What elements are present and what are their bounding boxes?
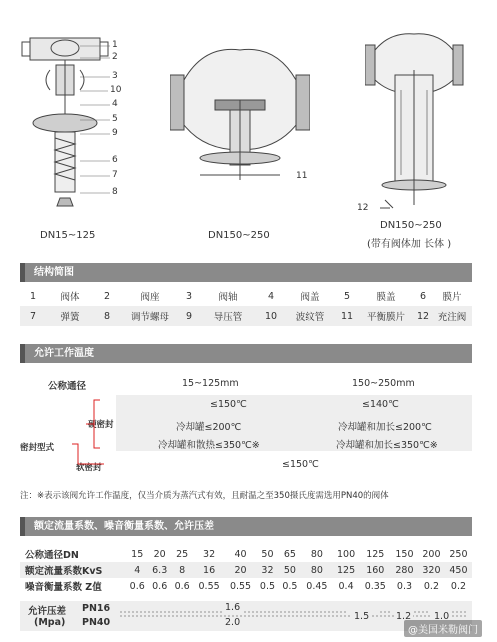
z-value: 0.55	[229, 580, 252, 592]
callout-leaders	[80, 44, 112, 194]
valve-drawing-dn150-250-extended	[365, 30, 465, 220]
section-title: 允许工作温度	[34, 348, 94, 359]
callout-8: 8	[112, 187, 118, 197]
z-value: 0.45	[306, 580, 328, 592]
section-marker	[20, 517, 25, 536]
z-value: 0.5	[259, 580, 276, 592]
part-number: 7	[20, 306, 46, 326]
part-name: 波纹管	[284, 306, 336, 326]
z-value: 0.4	[338, 580, 354, 592]
kvs-value: 160	[360, 562, 391, 578]
callout-2: 2	[112, 52, 118, 62]
dn-value: 25	[176, 548, 189, 560]
callout-3: 3	[112, 71, 118, 81]
dn-value: 40	[234, 548, 247, 560]
callout-10: 10	[110, 85, 122, 95]
dn-value: 125	[366, 548, 385, 560]
temp-hard-b-2: 冷却罐和加长≤200℃	[338, 422, 432, 433]
part-name: 导压管	[198, 306, 258, 326]
kvs-value: 320	[418, 562, 445, 578]
soft-seal-label: 软密封	[76, 463, 102, 473]
kvs-value: 450	[445, 562, 472, 578]
section-header-temperature	[20, 344, 472, 363]
kvs-value: 125	[333, 562, 360, 578]
part-number: 11	[336, 306, 358, 326]
pressure-label: 允许压差	[28, 606, 67, 617]
part-name: 阀轴	[218, 292, 238, 303]
part-number: 6	[419, 290, 427, 302]
figure-caption-3: DN150~250	[380, 220, 442, 231]
dn-value: 32	[203, 548, 216, 560]
temp-soft: ≤150℃	[282, 459, 319, 470]
callout-6: 6	[112, 155, 118, 165]
pn40-value-1: 2.0	[225, 617, 241, 628]
part-name: 调节螺母	[120, 306, 180, 326]
temp-hard-a-3: 冷却罐和散热≤350℃※	[158, 440, 260, 451]
dn-value: 250	[449, 548, 468, 560]
kvs-value: 6.3	[148, 562, 170, 578]
kvs-value: 4	[126, 562, 148, 578]
dn-label: 公称通径DN	[25, 550, 79, 561]
figure-subcaption-3: (带有阀体加 长体 )	[367, 239, 452, 250]
kvs-value: 80	[301, 562, 332, 578]
callout-4: 4	[112, 99, 118, 109]
kvs-value: 16	[193, 562, 224, 578]
dn-value: 15	[131, 548, 144, 560]
section-header-flow	[20, 517, 472, 536]
z-value: 0.55	[198, 580, 220, 592]
pn40-label: PN40	[82, 617, 111, 628]
dn-value: 100	[336, 548, 356, 560]
z-label: 噪音衡量系数 Z值	[25, 582, 102, 593]
part-name: 平衡膜片	[358, 306, 414, 326]
bracket-lines	[60, 398, 116, 470]
part-name: 阀座	[140, 292, 160, 303]
table-row	[20, 306, 472, 326]
part-number: 3	[185, 290, 193, 302]
table-row	[20, 578, 472, 594]
z-value: 0.3	[396, 580, 413, 592]
dn-value: 20	[153, 548, 166, 560]
hard-seal-label: 硬密封	[88, 420, 114, 430]
kvs-value: 32	[256, 562, 278, 578]
temperature-note: 注：※表示该阀允许工作温度，仅当介质为蒸汽式有效，且耐温之至350摄氏度需选用PN40的阀体	[20, 491, 389, 501]
part-name: 膜片	[442, 292, 462, 303]
figure-caption-2: DN150~250	[208, 230, 270, 241]
callout-5: 5	[112, 114, 118, 124]
dn-value: 50	[261, 548, 274, 560]
dn-value: 200	[422, 548, 441, 560]
part-name: 弹簧	[46, 306, 94, 326]
temp-hard-a-2: 冷却罐≤200℃	[176, 422, 242, 433]
pn16-value-4: 1.0	[434, 611, 450, 622]
table-row	[20, 286, 472, 306]
kvs-value: 50	[279, 562, 301, 578]
kvs-value: 20	[225, 562, 256, 578]
pressure-unit: (Mpa)	[34, 617, 66, 628]
pn16-label: PN16	[82, 603, 111, 614]
kvs-label: 额定流量系数KvS	[20, 562, 126, 578]
temp-hard-b-1: ≤140℃	[362, 399, 399, 410]
valve-drawing-dn150-250	[170, 40, 310, 190]
part-number: 8	[94, 306, 120, 326]
temp-hard-b-3: 冷却罐和加长≤350℃※	[336, 440, 438, 451]
seal-type-label: 密封型式	[20, 443, 55, 453]
part-number: 1	[29, 290, 37, 302]
part-name: 阀盖	[300, 292, 320, 303]
z-value: 0.2	[423, 580, 439, 592]
section-header-structure	[20, 263, 472, 282]
flow-table	[20, 546, 472, 594]
table-row	[20, 546, 472, 562]
section-marker	[20, 263, 25, 282]
callout-7: 7	[112, 170, 118, 180]
z-value: 0.6	[129, 580, 145, 592]
z-value: 0.5	[282, 580, 298, 592]
section-title: 额定流量系数、噪音衡量系数、允许压差	[34, 521, 214, 532]
pn16-value-2: 1.5	[354, 611, 370, 622]
callout-12: 12	[357, 203, 369, 213]
table-row	[20, 562, 472, 578]
part-number: 9	[180, 306, 198, 326]
temp-hard-a-1: ≤150℃	[210, 399, 247, 410]
callout-11: 11	[296, 171, 308, 181]
part-number: 10	[258, 306, 284, 326]
dn-value: 65	[283, 548, 296, 560]
section-marker	[20, 344, 25, 363]
range-small: 15~125mm	[182, 378, 239, 389]
z-value: 0.35	[364, 580, 386, 592]
kvs-value: 8	[171, 562, 193, 578]
part-number: 12	[414, 306, 432, 326]
z-value: 0.6	[152, 580, 168, 592]
figure-caption: DN15~125	[40, 230, 96, 241]
nominal-diameter-label: 公称通径	[48, 381, 87, 392]
z-value: 0.2	[450, 580, 467, 592]
pn16-value-1: 1.6	[225, 602, 241, 613]
kvs-value: 280	[391, 562, 418, 578]
part-name: 充注阀	[432, 306, 472, 326]
part-number: 2	[103, 290, 111, 302]
watermark: @美国米勒阀门	[404, 620, 482, 637]
part-name: 阀体	[60, 292, 80, 303]
dn-value: 150	[395, 548, 414, 560]
part-number: 4	[267, 290, 275, 302]
pn16-value-3: 1.2	[396, 611, 412, 622]
structure-table	[20, 286, 472, 326]
z-value: 0.6	[174, 580, 190, 592]
part-name: 膜盖	[376, 292, 396, 303]
range-large: 150~250mm	[352, 378, 415, 389]
callout-1: 1	[112, 40, 118, 50]
callout-9: 9	[112, 128, 118, 138]
figure-area	[0, 0, 497, 255]
dn-value: 80	[310, 548, 323, 560]
part-number: 5	[343, 290, 351, 302]
section-title: 结构简图	[34, 267, 74, 278]
